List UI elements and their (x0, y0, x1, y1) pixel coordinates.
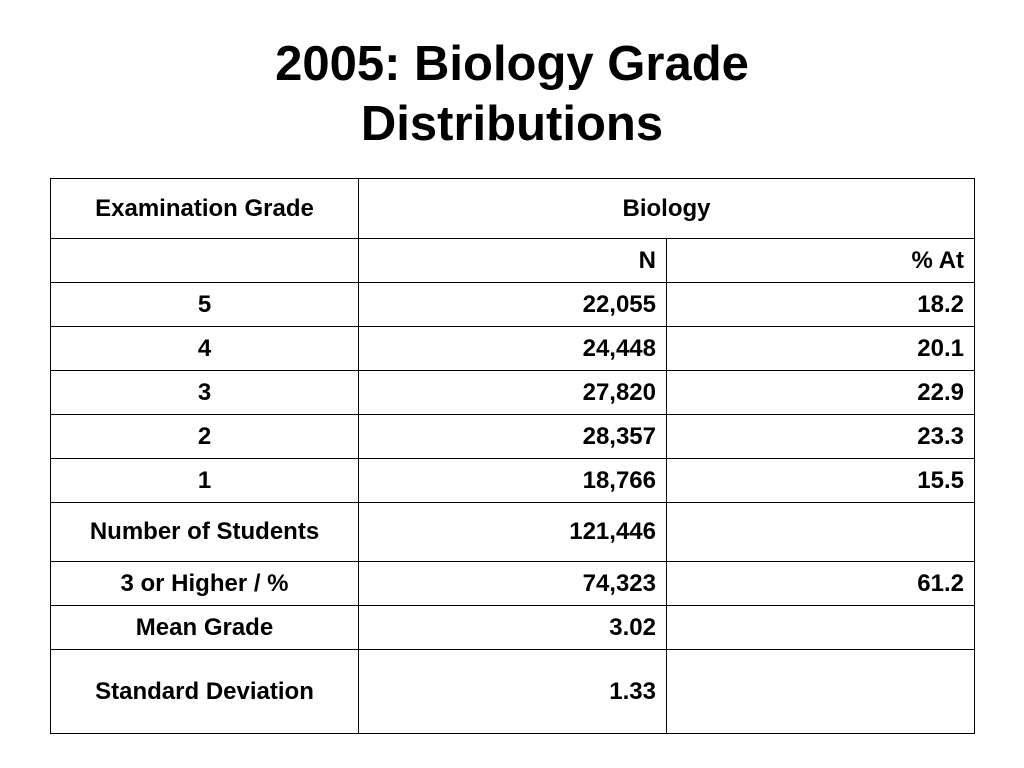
standard-deviation-label: Standard Deviation (51, 650, 359, 734)
three-or-higher-n: 74,323 (359, 562, 667, 606)
three-or-higher-percent: 61.2 (667, 562, 975, 606)
standard-deviation-row (51, 650, 975, 734)
table-row (51, 327, 975, 371)
n-cell: 28,357 (359, 415, 667, 459)
mean-grade-label: Mean Grade (51, 606, 359, 650)
number-of-students-n: 121,446 (359, 503, 667, 562)
percent-cell: 18.2 (667, 283, 975, 327)
table-row (51, 415, 975, 459)
table-subheader-row (51, 239, 975, 283)
grade-cell: 5 (51, 283, 359, 327)
title-line-1: 2005: Biology Grade (275, 37, 749, 91)
table-row (51, 371, 975, 415)
subheader-empty-cell (51, 239, 359, 283)
percent-cell: 15.5 (667, 459, 975, 503)
number-of-students-label: Number of Students (51, 503, 359, 562)
header-biology: Biology (359, 179, 975, 239)
standard-deviation-percent (667, 650, 975, 734)
mean-grade-row (51, 606, 975, 650)
n-cell: 27,820 (359, 371, 667, 415)
grade-cell: 1 (51, 459, 359, 503)
title-line-2: Distributions (360, 97, 664, 151)
header-examination-grade: Examination Grade (51, 179, 359, 239)
percent-cell: 22.9 (667, 371, 975, 415)
subheader-percent-at: % At (667, 239, 975, 283)
percent-cell: 20.1 (667, 327, 975, 371)
table-header-row (51, 179, 975, 239)
percent-cell: 23.3 (667, 415, 975, 459)
number-of-students-row (51, 503, 975, 562)
mean-grade-percent (667, 606, 975, 650)
standard-deviation-value: 1.33 (359, 650, 667, 734)
grade-distribution-table (50, 178, 975, 734)
table-row (51, 283, 975, 327)
grade-cell: 4 (51, 327, 359, 371)
n-cell: 18,766 (359, 459, 667, 503)
n-cell: 24,448 (359, 327, 667, 371)
number-of-students-percent (667, 503, 975, 562)
table-row (51, 459, 975, 503)
mean-grade-value: 3.02 (359, 606, 667, 650)
grade-cell: 2 (51, 415, 359, 459)
grade-cell: 3 (51, 371, 359, 415)
page-title (0, 34, 1024, 154)
subheader-n: N (359, 239, 667, 283)
three-or-higher-row (51, 562, 975, 606)
three-or-higher-label: 3 or Higher / % (51, 562, 359, 606)
n-cell: 22,055 (359, 283, 667, 327)
